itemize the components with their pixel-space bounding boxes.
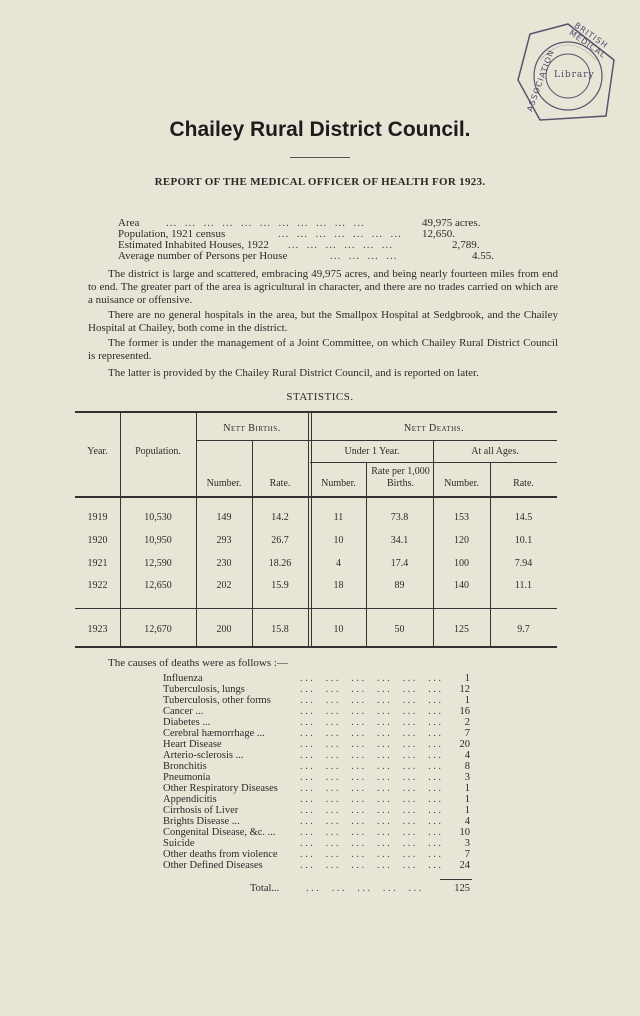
leader-dots: ... ... ... ... ... ... [300, 849, 444, 860]
cause-value: 3 [464, 838, 470, 849]
cause-label: Other Respiratory Diseases [163, 783, 278, 794]
cause-label: Cirrhosis of Liver [163, 805, 239, 816]
leader-dots: ... ... ... ... ... ... [300, 728, 444, 739]
paragraph-text: The district is large and scattered, embracing 49,975 acres, and being nearly fourteen miles from end to end. The greater part of the area is agricultural in character, and there are no trades carried on which are a nuisance or offensive. [88, 268, 558, 306]
cell-year: 1921 [87, 558, 108, 569]
leader-dots: ... ... ... ... ... ... [300, 717, 444, 728]
col-header-all-number: Number. [444, 478, 479, 489]
cell-birth-rate: 14.2 [271, 512, 289, 523]
info-label: Area [118, 217, 140, 229]
table-col-rule [366, 462, 367, 647]
leader-dots: ... ... ... ... ... ... [300, 838, 444, 849]
cause-label: Other Defined Diseases [163, 860, 263, 871]
cell-deaths-all: 140 [454, 580, 469, 591]
cell-birth-rate: 15.8 [271, 624, 289, 635]
cause-label: Pneumonia [163, 772, 211, 783]
cell-deaths-all: 100 [454, 558, 469, 569]
table-rule [196, 440, 557, 441]
info-value: 2,789. [452, 239, 480, 251]
leader-dots: ... ... ... ... ... ... [300, 772, 444, 783]
cell-births: 202 [216, 580, 232, 591]
cause-value: 1 [464, 673, 470, 684]
cause-label: Heart Disease [163, 739, 222, 750]
leader-dots: ... ... ... ... ... ... [300, 827, 444, 838]
cause-value: 7 [464, 849, 470, 860]
cell-population: 10,530 [144, 512, 172, 523]
causes-intro: The causes of deaths were as follows :— [108, 657, 288, 669]
info-label: Average number of Persons per House [118, 250, 288, 262]
cause-label: Diabetes ... [163, 717, 211, 728]
cause-label: Brights Disease ... [163, 816, 240, 827]
col-header-births-number: Number. [206, 478, 242, 489]
leader-dots: ... ... ... ... ... [306, 883, 424, 894]
cause-value: 1 [464, 695, 470, 706]
cause-value: 10 [459, 827, 470, 838]
col-header-year: Year. [87, 446, 108, 457]
leader-dots: ... ... ... ... [330, 250, 398, 262]
cell-birth-rate: 26.7 [271, 535, 289, 546]
col-header-nett-births: Nett Births. [223, 423, 281, 434]
total-label: Total... [250, 883, 280, 894]
leader-dots: ... ... ... ... ... ... [300, 695, 444, 706]
info-label: Estimated Inhabited Houses, 1922 [118, 239, 269, 251]
leader-dots: ... ... ... ... ... ... [300, 805, 444, 816]
cause-value: 24 [459, 860, 470, 871]
table-header-border [75, 496, 557, 498]
cause-label: Cancer ... [163, 706, 204, 717]
cell-deaths-all: 120 [454, 535, 469, 546]
cause-value: 20 [459, 739, 470, 750]
col-header-all-rate: Rate. [513, 478, 534, 489]
table-bottom-border [75, 646, 557, 648]
cause-value: 1 [464, 805, 470, 816]
paragraph [88, 367, 558, 380]
total-value: 125 [454, 883, 470, 894]
leader-dots: ... ... ... ... ... ... [300, 684, 444, 695]
cell-rate-u1: 34.1 [390, 535, 409, 546]
col-header-under-1: Under 1 Year. [344, 446, 400, 457]
paragraph-text: There are no general hospitals in the area, but the Smallpox Hospital at Sedgbrook, and the Chailey Hospital at Chailey, both come in the district. [88, 309, 558, 334]
cause-label: Arterio-sclerosis ... [163, 750, 244, 761]
cause-value: 4 [464, 750, 470, 761]
cell-birth-rate: 18.26 [268, 558, 292, 569]
cause-label: Bronchitis [163, 761, 207, 772]
cell-rate-u1: 89 [394, 580, 405, 591]
leader-dots: ... ... ... ... ... ... ... ... ... ... ... [166, 217, 365, 229]
cause-label: Suicide [163, 838, 195, 849]
cause-value: 1 [464, 794, 470, 805]
col-header-population: Population. [135, 446, 181, 457]
cause-label: Cerebral hæmorrhage ... [163, 728, 265, 739]
cell-deaths-u1: 11 [333, 512, 344, 523]
cause-label: Tuberculosis, lungs [163, 684, 245, 695]
total-rule [440, 879, 472, 880]
cell-deaths-u1: 10 [333, 624, 344, 635]
cell-deaths-u1: 4 [336, 558, 341, 569]
cell-births: 230 [216, 558, 232, 569]
report-heading: REPORT OF THE MEDICAL OFFICER OF HEALTH FOR 1923. [154, 176, 486, 188]
cause-label: Other deaths from violence [163, 849, 278, 860]
paragraph [88, 337, 558, 363]
col-header-u1-number: Number. [321, 478, 356, 489]
cell-rate-u1: 50 [394, 624, 405, 635]
leader-dots: ... ... ... ... ... ... [300, 706, 444, 717]
table-col-rule [196, 413, 197, 647]
table-rule [75, 608, 557, 609]
cell-deaths-u1: 10 [333, 535, 344, 546]
title-rule [290, 157, 350, 158]
leader-dots: ... ... ... ... ... ... ... [278, 228, 402, 240]
cell-rate-all: 14.5 [514, 512, 533, 523]
cause-value: 7 [464, 728, 470, 739]
cause-label: Tuberculosis, other forms [163, 695, 271, 706]
cell-year: 1922 [87, 580, 108, 591]
stamp-center-text: Library [554, 70, 595, 80]
stamp-top-text: BRITISH MEDICAL [567, 20, 610, 61]
paragraph [88, 309, 558, 335]
leader-dots: ... ... ... ... ... ... [300, 750, 444, 761]
info-value: 12,650. [422, 228, 455, 240]
leader-dots: ... ... ... ... ... ... [300, 739, 444, 750]
cell-rate-all: 9.7 [517, 624, 530, 635]
paragraph-text: The former is under the management of a Joint Committee, on which Chailey Rural District Council is represented. [88, 337, 558, 362]
cell-population: 12,650 [144, 580, 172, 591]
cause-value: 8 [464, 761, 470, 772]
stamp-side-text: ASSOCIATION [525, 48, 557, 113]
cell-rate-u1: 73.8 [390, 512, 409, 523]
leader-dots: ... ... ... ... ... ... [300, 761, 444, 772]
cell-year: 1920 [87, 535, 108, 546]
cause-label: Congenital Disease, &c. ... [163, 827, 276, 838]
leader-dots: ... ... ... ... ... ... [300, 783, 444, 794]
cause-value: 2 [464, 717, 470, 728]
cell-deaths-u1: 18 [333, 580, 344, 591]
library-stamp [510, 20, 620, 130]
cell-birth-rate: 15.9 [271, 580, 289, 591]
cell-population: 12,670 [144, 624, 172, 635]
leader-dots: ... ... ... ... ... ... [300, 860, 444, 871]
leader-dots: ... ... ... ... ... ... [300, 816, 444, 827]
leader-dots: ... ... ... ... ... ... [288, 239, 393, 251]
cell-deaths-all: 125 [454, 624, 469, 635]
cell-rate-all: 10.1 [514, 535, 533, 546]
table-top-border [75, 411, 557, 413]
cell-births: 293 [216, 535, 232, 546]
col-header-nett-deaths: Nett Deaths. [403, 423, 465, 434]
cell-population: 10,950 [144, 535, 172, 546]
table-col-rule [308, 413, 309, 647]
cause-label: Influenza [163, 673, 203, 684]
cause-value: 12 [459, 684, 470, 695]
cause-value: 3 [464, 772, 470, 783]
cause-value: 1 [464, 783, 470, 794]
council-title: Chailey Rural District Council. [169, 118, 471, 141]
info-value: 4.55. [472, 250, 494, 262]
cell-rate-all: 7.94 [514, 558, 533, 569]
cell-rate-all: 11.1 [514, 580, 533, 591]
leader-dots: ... ... ... ... ... ... [300, 794, 444, 805]
cell-population: 12,590 [144, 558, 172, 569]
cell-births: 200 [216, 624, 232, 635]
cell-deaths-all: 153 [454, 512, 469, 523]
cell-births: 149 [216, 512, 232, 523]
paragraph [88, 268, 558, 307]
cause-value: 16 [459, 706, 470, 717]
col-header-rate-per-1000: Rate per 1,000 Births. [371, 466, 430, 489]
cell-year: 1923 [87, 624, 108, 635]
info-value: 49,975 acres. [422, 217, 481, 229]
col-header-births-rate: Rate. [269, 478, 291, 489]
info-label: Population, 1921 census [118, 228, 226, 240]
cell-rate-u1: 17.4 [390, 558, 409, 569]
cause-label: Appendicitis [163, 794, 217, 805]
col-header-all-ages: At all Ages. [471, 446, 519, 457]
paragraph-text: The latter is provided by the Chailey Rural District Council, and is reported on later. [108, 367, 479, 379]
statistics-heading: STATISTICS. [286, 391, 354, 403]
cause-value: 4 [464, 816, 470, 827]
leader-dots: ... ... ... ... ... ... [300, 673, 444, 684]
cell-year: 1919 [87, 512, 108, 523]
